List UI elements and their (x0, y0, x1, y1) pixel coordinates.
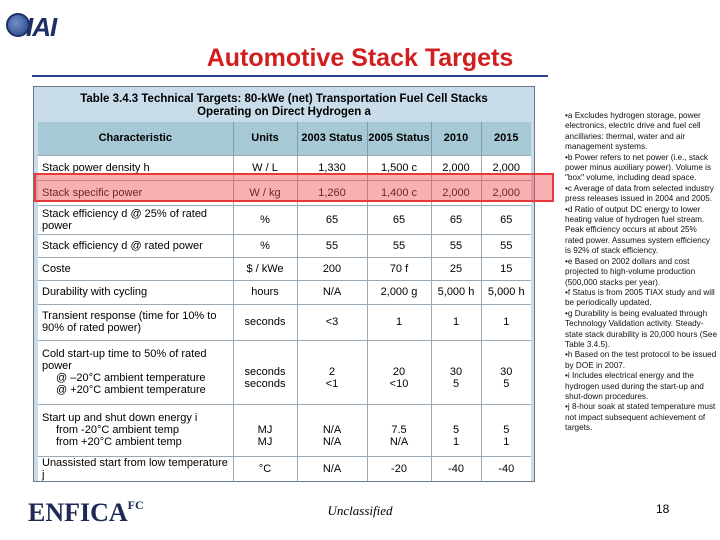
startup-sub-plus20: from +20°C ambient temp (56, 436, 182, 448)
value-line: 1 (452, 436, 460, 448)
footnote: •j 8-hour soak at stated temperature must not impact subsequent achievement of targets. (565, 402, 716, 433)
value-line: N/A (322, 436, 342, 448)
value-2005: 70 f (367, 257, 431, 280)
row-label: Coste (38, 257, 233, 280)
value-2003 (297, 404, 367, 456)
cold-start-label: Cold start-up time to 50% of rated power (42, 348, 207, 372)
value-line: N/A (322, 424, 342, 436)
row-label: Stack efficiency d @ rated power (38, 234, 233, 257)
table-row (38, 234, 531, 257)
value-2015 (481, 404, 531, 456)
classification-label: Unclassified (327, 503, 393, 518)
table-caption (34, 93, 534, 119)
footnote: •f Status is from 2005 TIAX study and will be periodically updated. (565, 287, 715, 308)
value-line: <10 (389, 378, 409, 390)
table-row (38, 205, 531, 234)
row-label: Stack efficiency d @ 25% of rated power (38, 205, 233, 234)
value-2003: 1,260 (297, 180, 367, 205)
row-units: °C (233, 456, 297, 481)
logo-text: IAI (26, 12, 57, 42)
table-row (38, 155, 531, 180)
value-2015: 2,000 (481, 155, 531, 180)
row-units (233, 404, 297, 456)
title-rule (32, 75, 548, 77)
value-2015: 1 (481, 304, 531, 340)
value-2010 (431, 404, 481, 456)
footnote: •d Ratio of output DC energy to lower heating value of hydrogen fuel stream. Peak efficiency occurs at about 25% rated power. Assumes system efficiency is 92% of stack efficiency. (565, 204, 711, 256)
row-units: W / L (233, 155, 297, 180)
footnote: •i Includes electrical energy and the hydrogen used during the start-up and shut-down procedures. (565, 371, 704, 401)
value-2005: 1,400 c (367, 180, 431, 205)
value-2015: 15 (481, 257, 531, 280)
value-2015 (481, 340, 531, 404)
value-2003 (297, 340, 367, 404)
value-2005: 1 (367, 304, 431, 340)
value-2003: N/A (297, 456, 367, 481)
table-row (38, 456, 531, 481)
enfica-logo-text: ENFICA (28, 498, 128, 527)
value-line: 5 (452, 378, 460, 390)
units-line: MJ (257, 424, 273, 436)
units-line: seconds (244, 366, 286, 378)
units-line: seconds (244, 378, 286, 390)
value-2005 (367, 404, 431, 456)
row-label (38, 404, 233, 456)
value-2005: -20 (367, 456, 431, 481)
value-2010: 55 (431, 234, 481, 257)
row-label: Transient response (time for 10% to 90% of rated power) (38, 304, 233, 340)
footnote: •b Power refers to net power (i.e., stack power minus auxiliary power). Volume is "box" volume, including dead space. (565, 152, 712, 183)
value-2010: 2,000 (431, 155, 481, 180)
value-2010: -40 (431, 456, 481, 481)
slide-title: Automotive Stack Targets (206, 44, 514, 72)
value-2010: 1 (431, 304, 481, 340)
footnote: •h Based on the test protocol to be issued by DOE in 2007. (565, 350, 717, 370)
table-row-startup-energy (38, 404, 531, 456)
page-number: 18 (656, 502, 670, 516)
value-line: 2 (328, 366, 336, 378)
value-2003: 65 (297, 205, 367, 234)
value-line: 7.5 (391, 424, 407, 436)
value-line: <1 (325, 378, 339, 390)
table-row (38, 180, 531, 205)
table-row (38, 257, 531, 280)
row-units: seconds (233, 304, 297, 340)
col-2005: 2005 Status (367, 122, 431, 155)
row-label: Durability with cycling (38, 280, 233, 304)
value-line: 30 (449, 366, 463, 378)
value-2005 (367, 340, 431, 404)
targets-table (38, 122, 531, 481)
value-2005: 55 (367, 234, 431, 257)
col-2003: 2003 Status (297, 122, 367, 155)
units-line: MJ (257, 436, 273, 448)
value-2005: 1,500 c (367, 155, 431, 180)
caption-line-2: Operating on Direct Hydrogen a (197, 106, 371, 118)
iai-logo (6, 10, 68, 42)
enfica-logo-sup: FC (127, 498, 144, 512)
col-characteristic: Characteristic (38, 122, 233, 155)
table-header-row (38, 122, 531, 155)
value-2010: 65 (431, 205, 481, 234)
value-line: 5 (503, 378, 510, 390)
row-units: % (233, 234, 297, 257)
targets-table-panel (33, 86, 535, 482)
cold-start-sub-minus20: @ –20°C ambient temperature (56, 372, 206, 384)
value-2003: 55 (297, 234, 367, 257)
value-2010: 2,000 (431, 180, 481, 205)
row-label: Stack power density h (38, 155, 233, 180)
value-2015: 2,000 (481, 180, 531, 205)
row-label: Stack specific power (38, 180, 233, 205)
row-units: $ / kWe (233, 257, 297, 280)
row-units: hours (233, 280, 297, 304)
table-row (38, 304, 531, 340)
value-2003: N/A (297, 280, 367, 304)
value-2003: 1,330 (297, 155, 367, 180)
caption-line-1: Table 3.4.3 Technical Targets: 80-kWe (net) Transportation Fuel Cell Stacks (80, 93, 488, 105)
cold-start-sub-plus20: @ +20°C ambient temperature (56, 384, 206, 396)
value-2010: 25 (431, 257, 481, 280)
value-line: 5 (503, 424, 510, 436)
value-2005: 2,000 g (367, 280, 431, 304)
enfica-logo (28, 498, 178, 536)
footnotes (565, 111, 717, 434)
startup-energy-label: Start up and shut down energy i (42, 412, 198, 424)
value-2010 (431, 340, 481, 404)
col-2010: 2010 (431, 122, 481, 155)
row-units: W / kg (233, 180, 297, 205)
value-line: 1 (503, 436, 510, 448)
footnote: •g Durability is being evaluated through Technology Validation activity. Steady-state stack durability is 20,000 hours (See Table 3.4.5). (565, 308, 718, 349)
row-label (38, 340, 233, 404)
col-units: Units (233, 122, 297, 155)
value-2005: 65 (367, 205, 431, 234)
footnote: •a Excludes hydrogen storage, power electronics, electric drive and fuel cell ancillaries: thermal, water and air management systems. (565, 111, 701, 152)
startup-sub-minus20: from -20°C ambient temp (56, 424, 179, 436)
value-line: 30 (500, 366, 513, 378)
table-row-cold-start (38, 340, 531, 404)
value-2015: 65 (481, 205, 531, 234)
row-units: % (233, 205, 297, 234)
row-units (233, 340, 297, 404)
value-2003: <3 (297, 304, 367, 340)
value-line: N/A (389, 436, 409, 448)
table-row (38, 280, 531, 304)
value-line: 20 (392, 366, 406, 378)
value-2010: 5,000 h (431, 280, 481, 304)
footnote: •c Average of data from selected industry press releases issued in 2004 and 2005. (565, 183, 714, 204)
value-2015: 5,000 h (481, 280, 531, 304)
footnote: •e Based on 2002 dollars and cost projected to high-volume production (500,000 stacks per year). (565, 256, 696, 287)
col-2015: 2015 (481, 122, 531, 155)
row-label: Unassisted start from low temperature j (38, 456, 233, 481)
value-2015: -40 (481, 456, 531, 481)
value-2015: 55 (481, 234, 531, 257)
value-line: 5 (452, 424, 460, 436)
value-2003: 200 (297, 257, 367, 280)
